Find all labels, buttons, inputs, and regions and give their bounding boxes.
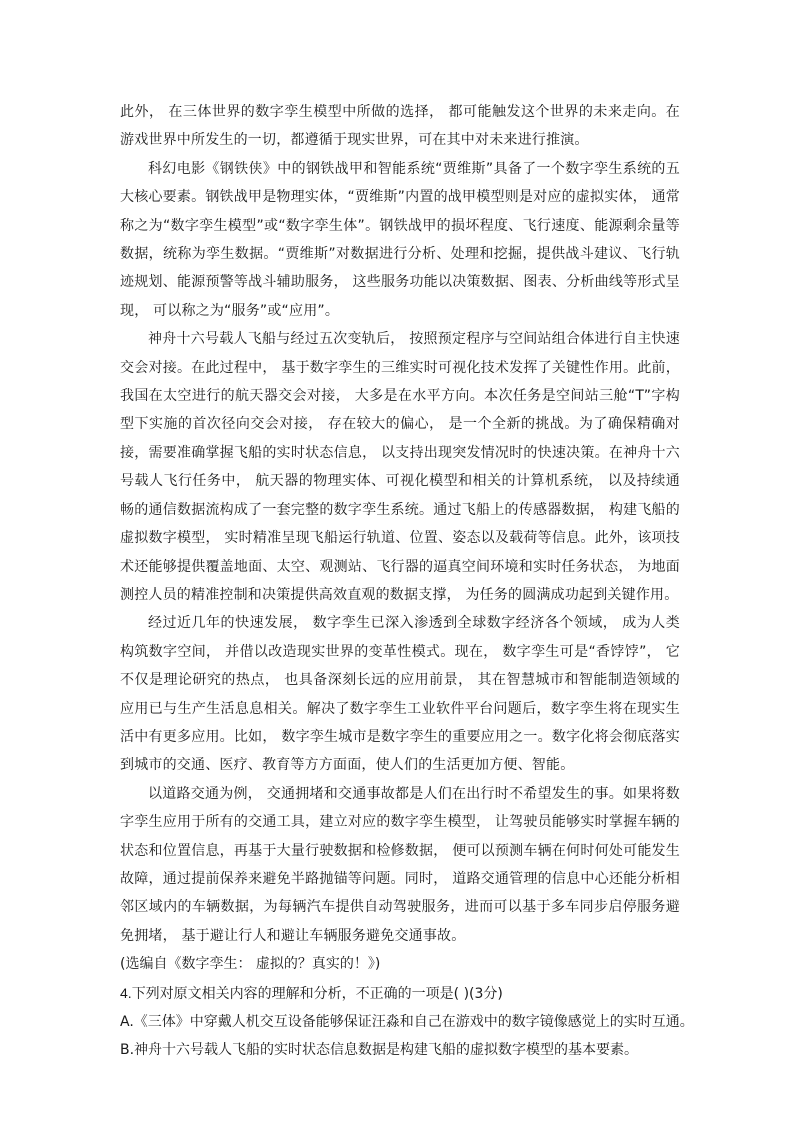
paragraph-traffic: 以道路交通为例， 交通拥堵和交通事故都是人们在出行时不希望发生的事。如果将数字孪生应用于所有的交通工具，建立对应的数字孪生模型， 让驾驶员能够实时掌握车辆的状态和位置信息，再基于大量行驶数据和检修数据， 便可以预测车辆在何时何处可能发生故障，通过提前保养来避免半路抛锚等问题。同时， 道路交通管理的信息中心还能分析相邻区域内的车辆数据，为每辆汽车提供自动驾驶服务，进而可以基于多车同步启停服务避免拥堵， 基于避让行人和避让车辆服务避免交通事故。 xyxy=(120,785,680,944)
paragraph-continued: 此外， 在三体世界的数字孪生模型中所做的选择， 都可能触发这个世界的未来走向。在游戏世界中所发生的一切，都遵循于现实世界，可在其中对未来进行推演。 xyxy=(120,104,680,149)
source-citation: (选编自《数字孪生： 虚拟的？真实的！》) xyxy=(120,956,381,973)
question-4 xyxy=(120,979,680,1008)
paragraph-iron-man: 科幻电影《钢铁侠》中的钢铁战甲和智能系统“贾维斯”具备了一个数字孪生系统的五大核心要素。钢铁战甲是物理实体，“贾维斯”内置的战甲模型则是对应的虚拟实体， 通常称之为“数字孪生模型”或“数字孪生体”。钢铁战甲的损坏程度、飞行速度、能源剩余量等数据，统称为孪生数据。“贾维斯”对数据进行分析、处理和挖掘，提供战斗建议、飞行轨迹规划、能源预警等战斗辅助服务， 这些服务功能以决策数据、图表、分析曲线等形式呈现， 可以称之为“服务”或“应用”。 xyxy=(120,160,680,319)
paragraph-shenzhou: 神舟十六号载人飞船与经过五次变轨后， 按照预定程序与空间站组合体进行自主快速交会对接。在此过程中， 基于数字孪生的三维实时可视化技术发挥了关键性作用。此前，我国在太空进行的航天器交会对接， 大多是在水平方向。本次任务是空间站三舱“T”字构型下实施的首次径向交会对接， 存在较大的偏心， 是一个全新的挑战。为了确保精确对接，需要准确掌握飞船的实时状态信息， 以支持出现突发情况时的快速决策。在神舟十六号载人飞行任务中， 航天器的物理实体、可视化模型和相关的计算机系统， 以及持续通畅的通信数据流构成了一套完整的数字孪生系统。通过飞船上的传感器数据， 构建飞船的虚拟数字模型， 实时精准呈现飞船运行轨道、位置、姿态以及载荷等信息。此外，该项技术还能够提供覆盖地面、太空、观测站、飞行器的逼真空间环境和实时任务状态， 为地面测控人员的精准控制和决策提供高效直观的数据支撑， 为任务的圆满成功起到关键作用。 xyxy=(120,331,680,603)
option-b: B.神舟十六号载人飞船的实时状态信息数据是构建飞船的虚拟数字模型的基本要素。 xyxy=(120,1042,639,1059)
question-text: 下列对原文相关内容的理解和分析，不正确的一项是( )(3分) xyxy=(131,985,503,1002)
document-body xyxy=(120,98,694,1065)
question-number: 4. xyxy=(120,984,132,1001)
paragraph-development: 经过近几年的快速发展， 数字孪生已深入渗透到全球数字经济各个领域， 成为人类构筑数字空间， 并借以改造现实世界的变革性模式。现在， 数字孪生可是“香饽饽”， 它不仅是理论研究的热点， 也具备深刻长远的应用前景， 其在智慧城市和智能制造领域的应用已与生产生活息息相关。解决了数字孪生工业软件平台问题后，数字孪生将在现实生活中有更多应用。比如， 数字孪生城市是数字孪生的重要应用之一。数字化将会彻底落实到城市的交通、医疗、教育等方方面面，使人们的生活更加方便、智能。 xyxy=(120,615,680,774)
option-a: A.《三体》中穿戴人机交互设备能够保证汪淼和自己在游戏中的数字镜像感觉上的实时互通。 xyxy=(120,1014,694,1030)
